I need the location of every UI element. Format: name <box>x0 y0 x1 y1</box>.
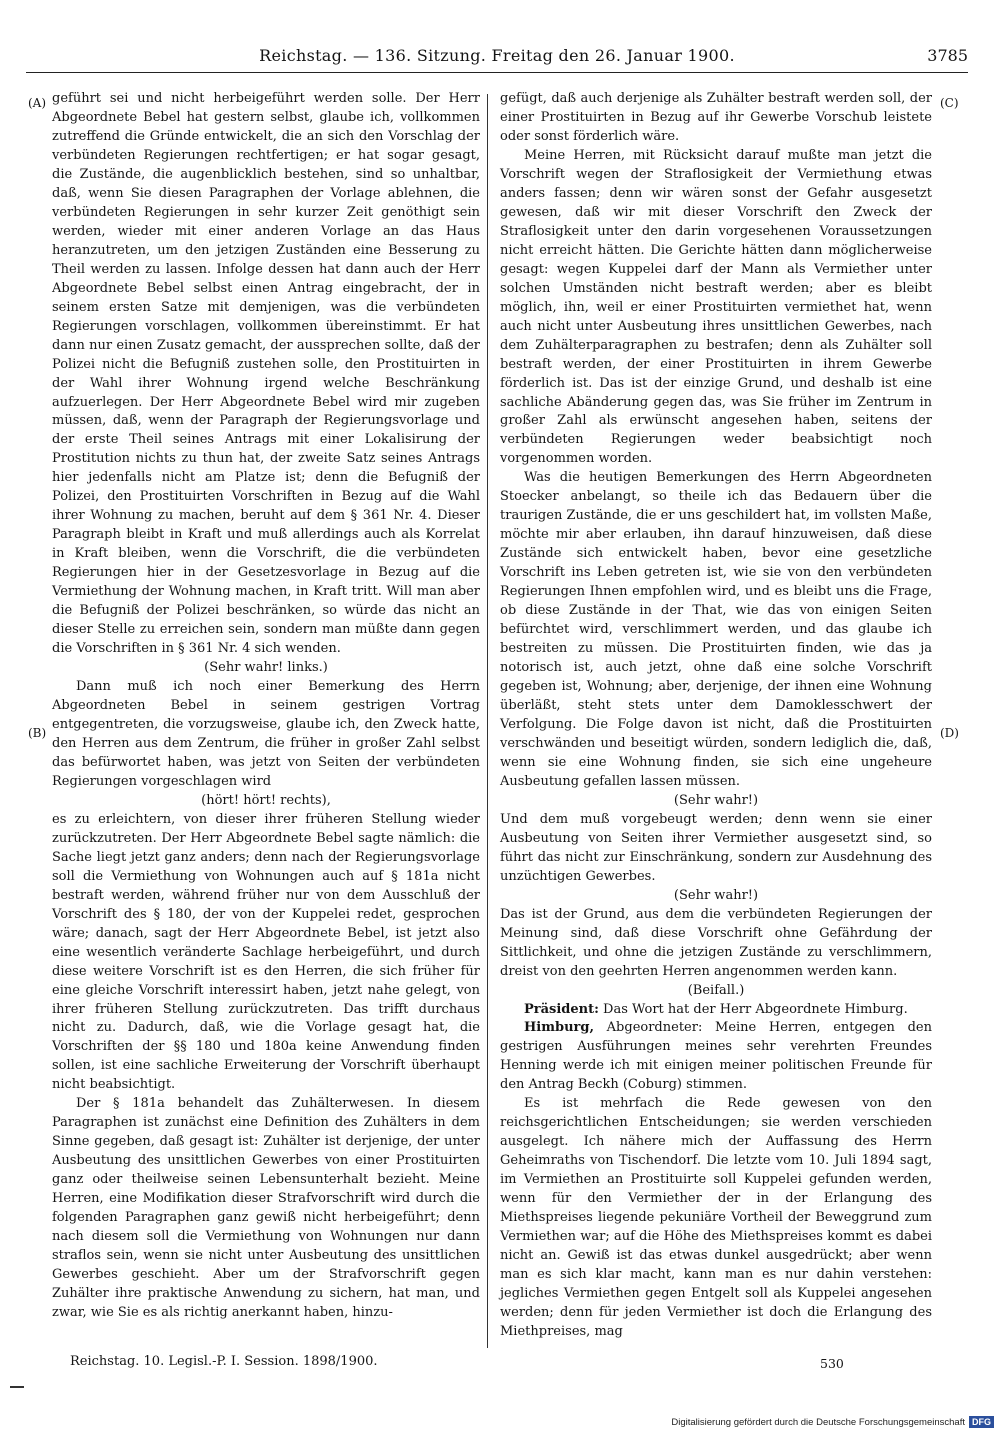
speech-text: Das Wort hat der Herr Abgeordnete Himburg. <box>598 1001 908 1017</box>
speaker-name: Himburg, <box>524 1020 594 1036</box>
interjection: (hört! hört! rechts), <box>201 792 331 808</box>
paragraph: Und dem muß vorgebeugt werden; denn wenn sie einer Ausbeutung von Seiten ihrer Vermiether ausgesetzt sind, so führt das nicht zur Einschränkung, sondern zur Ausdehnung des unzüchtigen Gewerbes. <box>500 811 932 884</box>
paragraph: es zu erleichtern, von dieser ihrer früheren Stellung wieder zurückzutreten. Der Herr Abgeordnete Bebel sagte nämlich: die Sache liegt jetzt ganz anders; denn nach der Regierungsvorlage soll die Vermiethung von Wohnungen auch auf § 181a nicht bestraft werden, während früher nur von dem Ausschluß der Vorschrift des § 180, der von der Kuppelei redet, gesprochen wäre; danach, sagt der Herr Abgeordnete Bebel, ist jetzt also eine wesentlich veränderte Sachlage herbeigeführt, und durch diese weitere Vorschrift ist es den Herren, die sich früher für eine gleiche Vorschrift interessirt haben, jetzt nahe gelegt, von ihrer früheren Stellung zurückzutreten. Das trifft durchaus nicht zu. Dadurch, daß, wie die Vorlage gesagt hat, die Vorschriften der §§ 180 und 180a keine Anwendung finden sollen, ist eine sachliche Erweiterung der Vorschrift überhaupt nicht beabsichtigt. <box>52 811 480 1093</box>
margin-letter-a: (A) <box>28 96 47 110</box>
margin-letter-c: (C) <box>940 96 959 110</box>
speaker-paragraph <box>500 1019 932 1095</box>
footer-sheet-number: 530 <box>820 1356 844 1371</box>
left-column <box>52 90 480 1323</box>
right-column <box>500 90 932 1342</box>
paragraph: Es ist mehrfach die Rede gewesen von den reichsgerichtlichen Entscheidungen; sie werden verschieden ausgelegt. Ich nähere mich der Auffassung des Herrn Geheimraths von Tischendorf. Die letzte vom 10. Juli 1894 sagt, im Vermiethen an Prostituirte soll Kuppelei gefunden werden, wenn für den Vermiether der in der Erlangung des Miethspreises liegende pekuniäre Vortheil der Beweggrund zum Vermiethen war; auf die Höhe des Miethspreises kommt es dabei nicht an. Gewiß ist das etwas dunkel ausgedrückt; aber wenn man es sich klar macht, kann man es nur dahin verstehen: jegliches Vermiethen gegen Entgelt soll als Kuppelei angesehen werden; denn für jeden Vermiether ist doch die Erlangung des Miethpreises, mag <box>500 1096 932 1339</box>
paragraph: gefügt, daß auch derjenige als Zuhälter bestraft werden soll, der einer Prostituirten in Bezug auf ihr Gewerbe Vorschub leistete oder sonst förderlich wäre. <box>500 91 932 144</box>
paragraph: Dann muß ich noch einer Bemerkung des Herrn Abgeordneten Bebel in seinem gestrigen Vortrag entgegentreten, die vorzugsweise, glaube ich, den Zweck hatte, den Herren aus dem Zentrum, die früher in großer Zahl selbst das befürwortet haben, was jetzt von Seiten der verbündeten Regierungen vorgeschlagen wird <box>52 679 480 789</box>
column-divider <box>487 94 488 1348</box>
speech-text: Abgeordneter: Meine Herren, entgegen den gestrigen Ausführungen meines sehr verehrten Freundes Henning werde ich mit einigen meiner politischen Freunde für den Antrag Beckh (Coburg) stimmen. <box>500 1020 932 1093</box>
margin-letter-b: (B) <box>28 726 47 740</box>
page-header <box>26 42 968 73</box>
credit-text: Digitalisierung gefördert durch die Deutsche Forschungsgemeinschaft <box>671 1416 965 1428</box>
digitization-credit <box>671 1416 994 1428</box>
footer-session: Reichstag. 10. Legisl.-P. I. Session. 1898/1900. <box>70 1354 378 1369</box>
running-title: Reichstag. — 136. Sitzung. Freitag den 26. Januar 1900. <box>259 46 735 65</box>
paragraph: Meine Herren, mit Rücksicht darauf mußte man jetzt die Vorschrift wegen der Straflosigkeit der Vermiethung etwas anders fassen; denn wir wären sonst der Gefahr ausgesetzt gewesen, daß wir mit dieser Vorschrift den Zweck der Straflosigkeit unter den darin vorgesehenen Voraussetzungen nicht erreicht hätten. Die Gerichte hätten dann möglicherweise gesagt: wegen Kuppelei darf der Mann als Vermiether unter solchen Umständen nicht bestraft werden; aber es bleibt möglich, ihn, weil er einer Prostituirten vermiethet hat, wenn auch nicht unter Ausbeutung ihres unsittlichen Gewerbes, nach dem Zuhälterparagraphen zu bestrafen; denn als Zuhälter soll bestraft werden, der einer Prostituirten in ihrem Gewerbe förderlich ist. Das ist der einzige Grund, und deshalb ist eine sachliche Abänderung gegen das, was Sie früher im Zentrum in großer Zahl als erwünscht angesehen haben, seitens der verbündeten Regierungen weder beabsichtigt noch vorgenommen worden. <box>500 147 932 467</box>
paragraph: Der § 181a behandelt das Zuhälterwesen. In diesem Paragraphen ist zunächst eine Definition des Zuhälters in dem Sinne gegeben, daß gesagt ist: Zuhälter ist derjenige, der unter Ausbeutung des unsittlichen Gewerbes von einer Prostituirten ganz oder theilweise seinen Lebensunterhalt bezieht. Meine Herren, eine Modifikation dieser Strafvorschrift wird durch die folgenden Paragraphen ganz gewiß nicht herbeigeführt; denn nach diesem soll die Vermiethung von Wohnungen nur dann straflos sein, wenn sie nicht unter Ausbeutung des unsittlichen Gewerbes geschieht. Aber um der Strafvorschrift gegen Zuhälter ihre praktische Anwendung zu sichern, hat man, und zwar, wie Sie es als richtig anerkannt haben, hinzu- <box>52 1096 480 1320</box>
interjection: (Sehr wahr!) <box>673 887 759 903</box>
dfg-logo-icon: DFG <box>969 1416 994 1428</box>
interjection: (Sehr wahr!) <box>673 792 759 808</box>
paragraph: geführt sei und nicht herbeigeführt werden solle. Der Herr Abgeordnete Bebel hat gestern selbst, glaube ich, vollkommen zutreffend die Gründe entwickelt, die an sich den Vorschlag der verbündeten Regierungen rechtfertigen; er hat sogar gesagt, die Zustände, die augenblicklich bestehen, sind so unhaltbar, daß, wenn Sie diesen Paragraphen der Vorlage ablehnen, die verbündeten Regierungen in sehr kurzer Zeit genöthigt sein werden, wieder mit einer anderen Vorlage an das Haus heranzutreten, um den jetzigen Zuständen eine Besserung zu Theil werden zu lassen. Infolge dessen hat dann auch der Herr Abgeordnete Bebel selbst einen Antrag eingebracht, der in seinem ersten Satze mit demjenigen, was die verbündeten Regierungen vorschlagen, vollkommen übereinstimmt. Er hat dann nur einen Zusatz gemacht, der aussprechen sollte, daß der Polizei nicht die Befugniß zustehen solle, den Prostituirten in der Wahl ihrer Wohnung irgend welche Beschränkung aufzuerlegen. Der Herr Abgeordnete Bebel wird mir zugeben müssen, daß, wenn der Paragraph der Regierungsvorlage und der erste Theil seines Antrags mit einer Lokalisirung der Prostitution nichts zu thun hat, der zweite Satz seines Antrags hier jedenfalls nicht am Platze ist; denn die Befugniß der Polizei, den Prostituirten Vorschriften in Bezug auf die Wahl ihrer Wohnung zu machen, beruht auf dem § 361 Nr. 4. Dieser Paragraph bleibt in Kraft und muß allerdings auch als Korrelat in Kraft bleiben, wenn die Vorschrift, die die verbündeten Regierungen hier in der Gesetzesvorlage in Bezug auf die Vermiethung der Wohnung machen, in Kraft tritt. Will man aber die Befugniß der Polizei beschränken, so würde das nicht an dieser Stelle zu erreichen sein, sondern man müßte dann gegen die Vorschriften in § 361 Nr. 4 sich wenden. <box>52 91 480 657</box>
paragraph: Das ist der Grund, aus dem die verbündeten Regierungen der Meinung sind, daß diese Vorschrift ohne Gefährdung der Sittlichkeit, und ohne die jetzigen Zustände zu verschlimmern, dreist von den geehrten Herren angenommen werden kann. <box>500 906 932 979</box>
speaker-paragraph <box>500 1001 932 1020</box>
page-number: 3785 <box>927 46 968 65</box>
paragraph: Was die heutigen Bemerkungen des Herrn Abgeordneten Stoecker anbelangt, so theile ich das Bedauern über die traurigen Zustände, die er uns geschildert hat, im vollsten Maße, möchte mir aber erlauben, ihn darauf hinzuweisen, daß diese Zustände sich entwickelt haben, bevor eine gesetzliche Vorschrift ins Leben getreten ist, wie sie von den verbündeten Regierungen Ihnen empfohlen wird, und es bleibt uns die Frage, ob diese Zustände in der That, wie das von einigen Seiten befürchtet wird, verschlimmert werden, und das glaube ich bestreiten zu müssen. Die Prostituirten finden, wie das ja notorisch ist, auch jetzt, ohne daß eine solche Vorschrift gegeben ist, Wohnung; aber, derjenige, der ihnen eine Wohnung überläßt, steht stets unter dem Damoklesschwert der Verfolgung. Die Folge davon ist nicht, daß die Prostituirten verschwänden und beseitigt würden, sondern lediglich die, daß, wenn sie eine Wohnung finden, sie sich eine ungeheure Ausbeutung gefallen lassen müssen. <box>500 470 932 789</box>
speaker-name: Präsident: <box>524 1001 599 1017</box>
margin-mark <box>10 1386 24 1388</box>
margin-letter-d: (D) <box>940 726 959 740</box>
interjection: (Beifall.) <box>687 982 745 998</box>
interjection: (Sehr wahr! links.) <box>204 660 328 676</box>
